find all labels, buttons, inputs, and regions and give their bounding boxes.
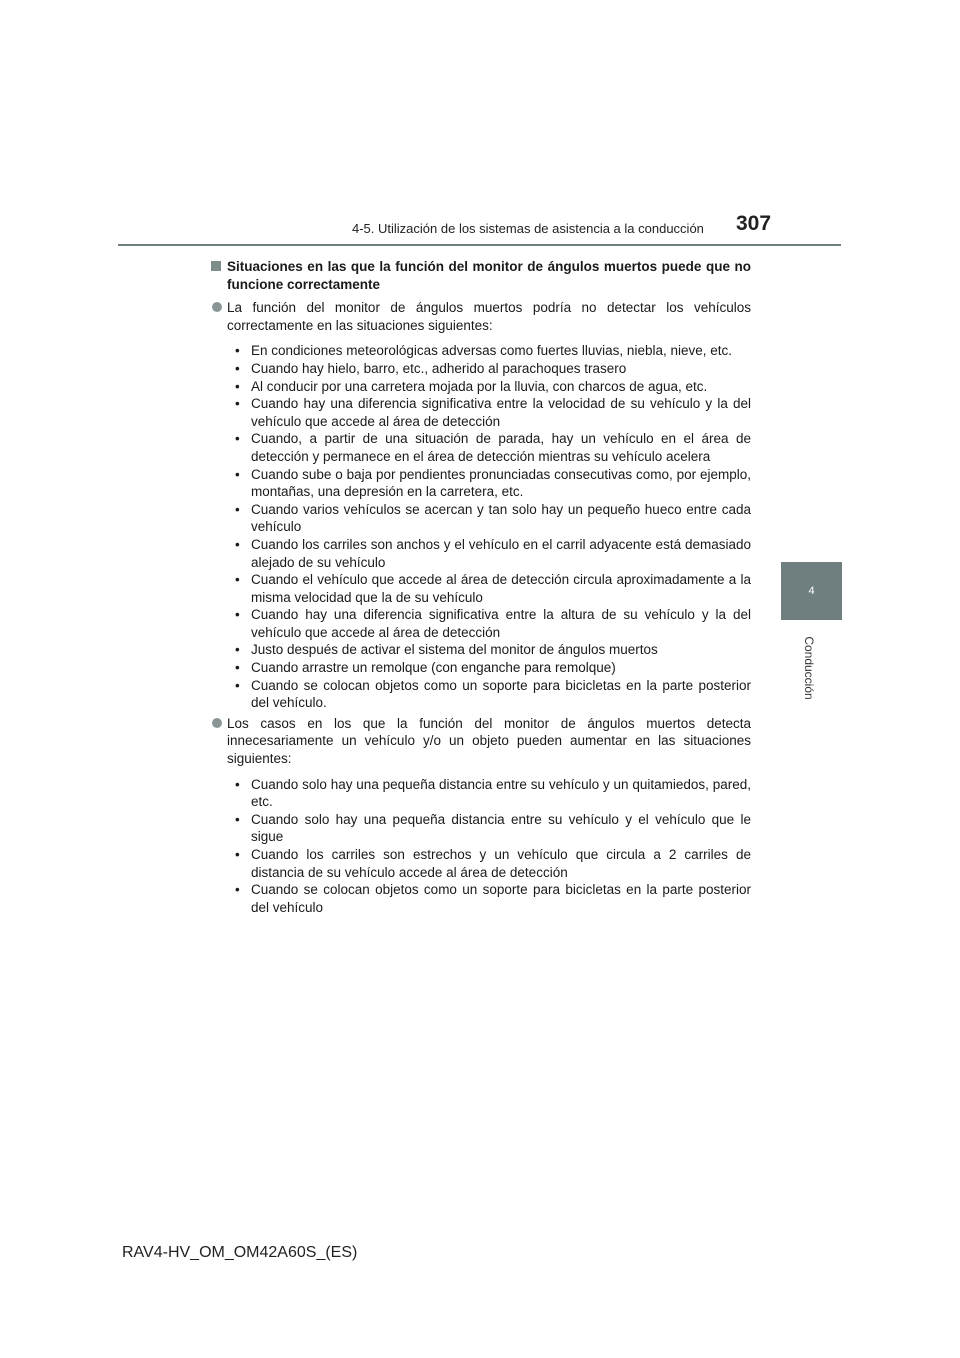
list-item: • Cuando sube o baja por pendientes pronunciadas consecutivas como, por ejemplo, montañas, una depresión en la carretera, etc. [251,466,751,501]
section-heading [211,258,751,293]
paragraph [211,715,751,768]
list-item: • Cuando hay hielo, barro, etc., adherido al parachoques trasero [251,360,751,378]
list-item: • Cuando el vehículo que accede al área de detección circula aproximadamente a la misma velocidad que la de su vehículo [251,571,751,606]
list-item: • Cuando arrastre un remolque (con enganche para remolque) [251,659,751,677]
list-item: • Cuando, a partir de una situación de parada, hay un vehículo en el área de detección y permanece en el área de detección mientras su vehículo acelera [251,430,751,465]
chapter-label: Conducción [802,636,816,700]
situation-list [211,342,751,711]
circle-bullet-icon [212,718,222,728]
chapter-tab[interactable]: 4 [781,562,842,620]
list-item: • Cuando solo hay una pequeña distancia entre su vehículo y el vehículo que le sigue [251,811,751,846]
situation-list [211,776,751,917]
section-title: 4-5. Utilización de los sistemas de asistencia a la conducción [352,221,704,236]
paragraph [211,299,751,334]
circle-bullet-icon [212,302,222,312]
section-heading-text: Situaciones en las que la función del monitor de ángulos muertos puede que no funcione correctamente [227,259,751,292]
square-bullet-icon [211,261,221,271]
list-item: • Cuando solo hay una pequeña distancia entre su vehículo y un quitamiedos, pared, etc. [251,776,751,811]
main-content [211,258,751,919]
list-item: • Cuando hay una diferencia significativa entre la altura de su vehículo y la del vehículo que accede al área de detección [251,606,751,641]
list-item: • Cuando se colocan objetos como un soporte para bicicletas en la parte posterior del vehículo. [251,677,751,712]
list-item: • En condiciones meteorológicas adversas como fuertes lluvias, niebla, nieve, etc. [251,342,751,360]
page-number: 307 [736,212,772,235]
paragraph-text: La función del monitor de ángulos muertos podría no detectar los vehículos correctamente en las situaciones siguientes: [227,300,751,333]
list-item: • Cuando hay una diferencia significativa entre la velocidad de su vehículo y la del vehículo que accede al área de detección [251,395,751,430]
list-item: • Cuando los carriles son estrechos y un vehículo que circula a 2 carriles de distancia de su vehículo accede al área de detección [251,846,751,881]
list-item: • Cuando se colocan objetos como un soporte para bicicletas en la parte posterior del vehículo [251,881,751,916]
paragraph-text: Los casos en los que la función del monitor de ángulos muertos detecta innecesariamente un vehículo y/o un objeto pueden aumentar en las situaciones siguientes: [227,715,751,767]
list-item: • Justo después de activar el sistema del monitor de ángulos muertos [251,641,751,659]
document-code: RAV4-HV_OM_OM42A60S_(ES) [122,1244,358,1261]
list-item: • Cuando varios vehículos se acercan y tan solo hay un pequeño hueco entre cada vehículo [251,501,751,536]
list-item: • Cuando los carriles son anchos y el vehículo en el carril adyacente está demasiado alejado de su vehículo [251,536,751,571]
header-divider [118,244,841,246]
list-item: • Al conducir por una carretera mojada por la lluvia, con charcos de agua, etc. [251,378,751,396]
